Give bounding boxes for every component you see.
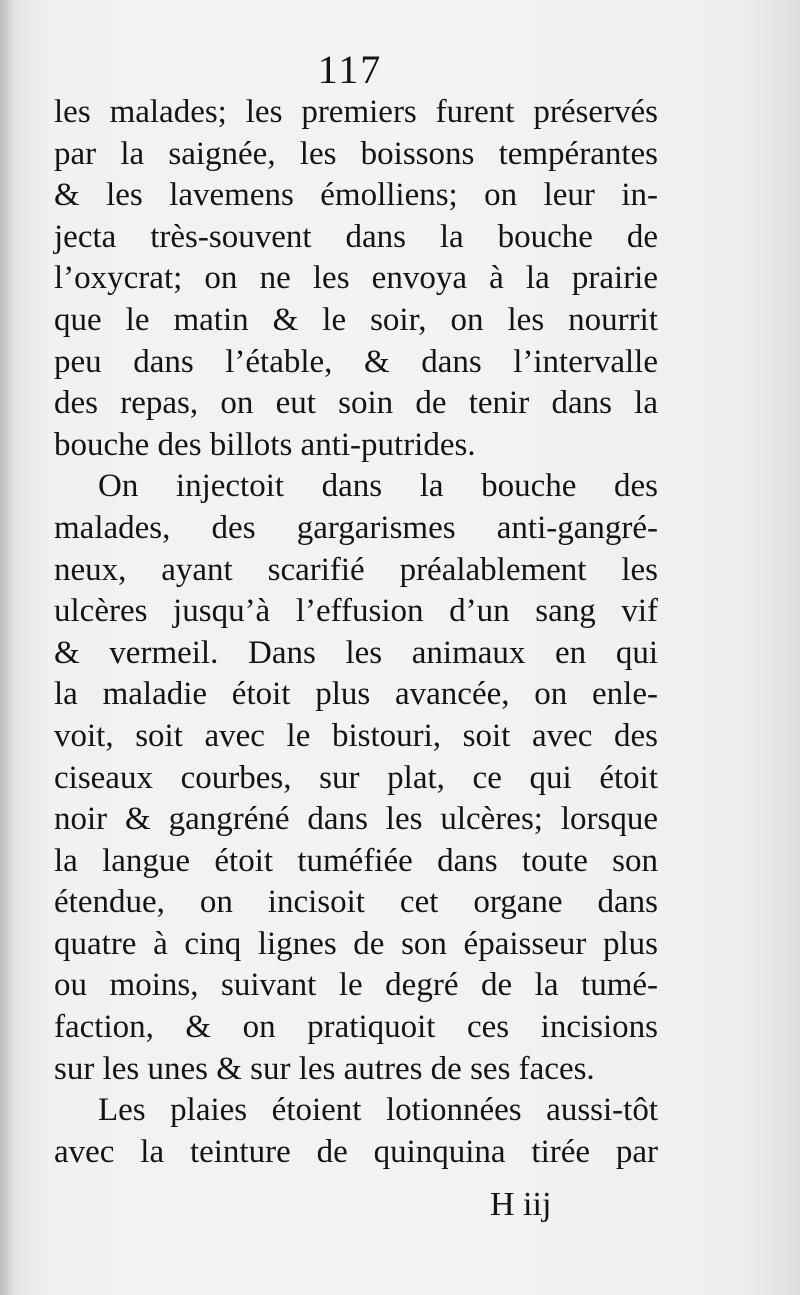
page-number: 117 — [317, 47, 383, 92]
text-line: l’oxycrat; on ne les envoya à la prairie — [54, 260, 658, 297]
text-line: la maladie étoit plus avancée, on enle- — [54, 676, 658, 713]
text-line: ulcères jusqu’à l’effusion d’un sang vif — [54, 593, 658, 630]
paragraph-end-line: sur les unes & sur les autres de ses faces. — [54, 1050, 595, 1087]
text-line: malades, des gargarismes anti-gangré- — [54, 509, 658, 546]
text-line: faction, & on pratiquoit ces incisions — [54, 1009, 658, 1046]
text-line: quatre à cinq lignes de son épaisseur plus — [54, 925, 658, 962]
text-line: ciseaux courbes, sur plat, ce qui étoit — [54, 759, 658, 796]
text-line: noir & gangréné dans les ulcères; lorsque — [54, 801, 658, 838]
text-line: des repas, on eut soin de tenir dans la — [54, 385, 658, 422]
text-line: avec la teinture de quinquina tirée par — [54, 1133, 658, 1170]
paragraph-start-line: On injectoit dans la bouche des — [98, 468, 658, 505]
text-line: neux, ayant scarifié préalablement les — [54, 551, 658, 588]
signature-mark: H iij — [490, 1186, 552, 1223]
paragraph-end-line: bouche des billots anti-putrides. — [54, 426, 476, 463]
text-line: & vermeil. Dans les animaux en qui — [54, 634, 658, 671]
text-line: la langue étoit tuméfiée dans toute son — [54, 842, 658, 879]
text-line: par la saignée, les boissons tempérantes — [54, 135, 658, 172]
text-line: jecta très-souvent dans la bouche de — [54, 218, 658, 255]
text-line: les malades; les premiers furent préservés — [54, 94, 658, 130]
text-line: ou moins, suivant le degré de la tumé- — [54, 967, 658, 1004]
body-text — [54, 92, 658, 1173]
text-line: étendue, on incisoit cet organe dans — [54, 884, 658, 921]
page-edge-shadow — [0, 0, 14, 1295]
text-line: que le matin & le soir, on les nourrit — [54, 301, 658, 338]
paragraph-start-line: Les plaies étoient lotionnées aussi-tôt — [98, 1092, 658, 1129]
text-line: & les lavemens émolliens; on leur in- — [54, 177, 658, 214]
text-line: peu dans l’étable, & dans l’intervalle — [54, 343, 658, 380]
text-line: voit, soit avec le bistouri, soit avec des — [54, 717, 658, 754]
